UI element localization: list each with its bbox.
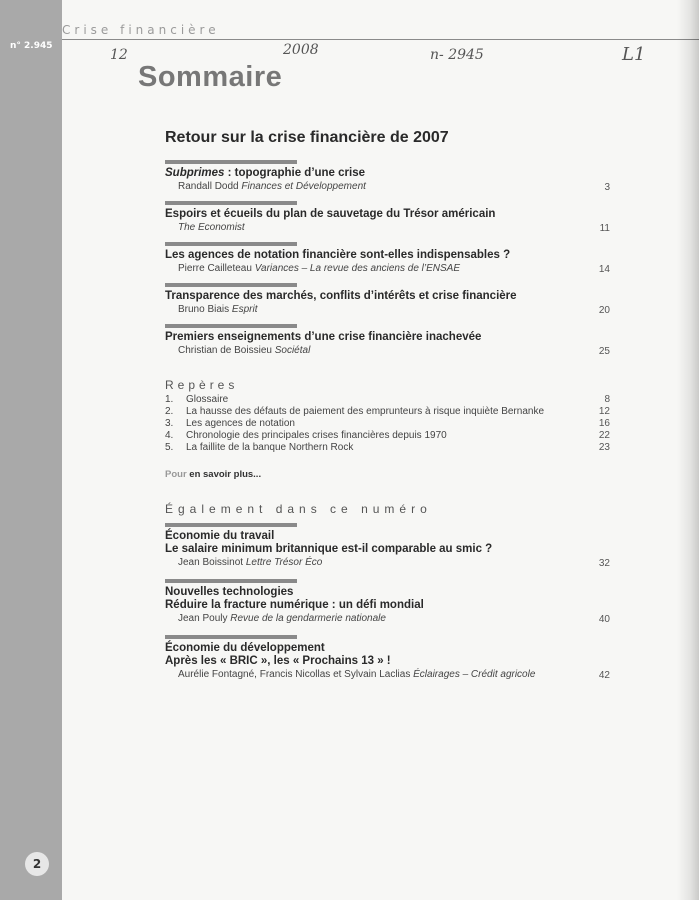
article-bar: [165, 579, 297, 583]
article-title: Le salaire minimum britannique est-il comparable au smic ?: [165, 543, 493, 555]
article-entry: [165, 160, 610, 193]
article-title: Premiers enseignements d’une crise financière inachevée: [165, 331, 482, 343]
main-articles: [165, 160, 610, 365]
article-page: 3: [604, 182, 610, 193]
article-entry: [165, 635, 610, 681]
reperes-item: 2. La hausse des défauts de paiement des emprunteurs à risque inquiète Bernanke 12: [165, 406, 610, 417]
reperes-item: 5. La faillite de la banque Northern Rock 23: [165, 442, 610, 453]
article-title: Transparence des marchés, conflits d’intérêts et crise financière: [165, 290, 517, 302]
article-bar: [165, 635, 297, 639]
left-margin-band: [0, 0, 62, 900]
reperes-title: Repères: [165, 378, 239, 392]
article-title: Espoirs et écueils du plan de sauvetage du Trésor américain: [165, 208, 496, 220]
article-source: Bruno Biais Esprit: [178, 304, 258, 315]
header-rule: [62, 39, 699, 40]
page-number: 2: [25, 852, 49, 876]
article-source: Randall Dodd Finances et Développement: [178, 181, 366, 192]
handwritten-annotation-2: 2008: [283, 42, 319, 58]
article-title: Réduire la fracture numérique : un défi mondial: [165, 599, 424, 611]
article-rubrique: Nouvelles technologies: [165, 586, 294, 598]
article-page: 20: [598, 305, 610, 316]
reperes-item: 3. Les agences de notation 16: [165, 418, 610, 429]
egalement-title: Également dans ce numéro: [165, 502, 432, 516]
article-page: 40: [598, 614, 610, 625]
article-page: 25: [598, 346, 610, 357]
article-source: Christian de Boissieu Sociétal: [178, 345, 311, 356]
reperes-item: 1. Glossaire 8: [165, 394, 610, 405]
article-entry: [165, 523, 610, 569]
egalement-articles: [165, 523, 610, 691]
section-label: Crise financière: [62, 23, 220, 37]
article-source: Aurélie Fontagné, Francis Nicollas et Sylvain Laclias Éclairages – Crédit agricole: [178, 669, 536, 680]
main-heading: Retour sur la crise financière de 2007: [165, 129, 449, 146]
article-title: Les agences de notation financière sont-elles indispensables ?: [165, 249, 511, 261]
handwritten-annotation-1: 12: [110, 47, 128, 63]
handwritten-annotation-4: L1: [622, 44, 646, 65]
article-entry: [165, 242, 610, 275]
article-title: Après les « BRIC », les « Prochains 13 » !: [165, 655, 391, 667]
article-entry: [165, 283, 610, 316]
article-entry: [165, 324, 610, 357]
pour-en-savoir-plus: Pour en savoir plus...: [165, 469, 262, 480]
article-entry: [165, 579, 610, 625]
article-title: Subprimes : topographie d’une crise: [165, 167, 366, 179]
article-bar: [165, 160, 297, 164]
article-bar: [165, 523, 297, 527]
article-bar: [165, 242, 297, 246]
article-bar: [165, 283, 297, 287]
article-page: 42: [598, 670, 610, 681]
reperes-section: [165, 378, 610, 454]
article-page: 14: [598, 264, 610, 275]
article-source: The Economist: [178, 222, 245, 233]
article-rubrique: Économie du travail: [165, 530, 275, 542]
scan-edge-shadow: [677, 0, 699, 900]
article-page: 11: [599, 223, 610, 234]
reperes-item: 4. Chronologie des principales crises financières depuis 1970 22: [165, 430, 610, 441]
article-entry: [165, 201, 610, 234]
article-bar: [165, 201, 297, 205]
article-bar: [165, 324, 297, 328]
article-source: Pierre Cailleteau Variances – La revue des anciens de l’ENSAE: [178, 263, 461, 274]
page-title: Sommaire: [138, 61, 283, 93]
article-source: Jean Pouly Revue de la gendarmerie nationale: [178, 613, 386, 624]
article-rubrique: Économie du développement: [165, 642, 325, 654]
issue-number: n° 2.945: [10, 41, 53, 51]
handwritten-annotation-3: n- 2945: [430, 47, 484, 63]
article-page: 32: [598, 558, 610, 569]
article-source: Jean Boissinot Lettre Trésor Éco: [178, 557, 323, 568]
